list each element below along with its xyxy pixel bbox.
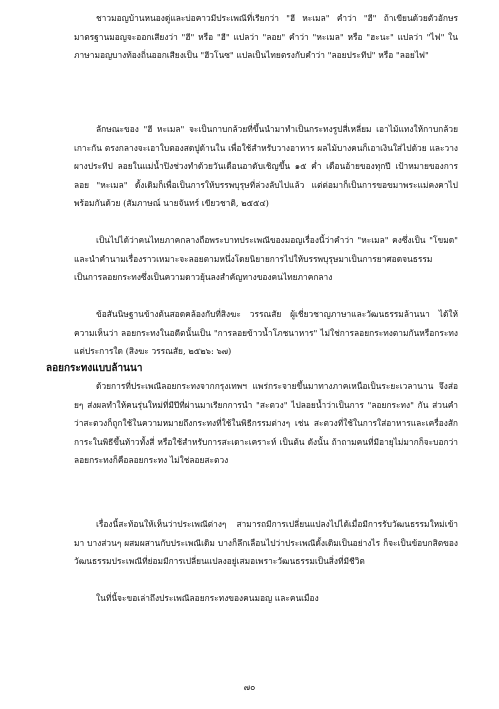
paragraph-closing: ในที่นี้จะขอเล่าถึงประเพณีลอยกระทงของคนมอญ และคนเมือง bbox=[96, 593, 319, 603]
page-number: ๗๐ bbox=[243, 683, 256, 693]
paragraph-cultural-change: เรื่องนี้สะท้อนให้เห็นว่าประเพณีต่างๆ สามารถมีการเปลี่ยนแปลงไปได้เมื่อมีการรับวัฒนธรรมใหม่เข้ามา บางส่วนๆ ผสมผสานกับประเพณีเดิม บางก็ลึกเลือนไปว่าประเพณีดั้งเดิมเป็นอย่างไร ก็จะเป็นข้อบกสิตของวัฒนธรรมประเพณีที่ย่อมมีการเปลี่ยนแปลงอยู่เสมอเพราะวัฒนธรรมเป็นสิ่งที่มีชีวิต bbox=[74, 519, 458, 567]
paragraph-expert-opinion: ข้อสันนิษฐานข้างต้นสอดคล้องกับที่สิงฆะ วรรณสัย ผู้เชี่ยวชาญภาษาและวัฒนธรรมล้านนา ได้ให้ความเห็นว่า ลอยกระทงในอดีตนั้นเป็น "การลอยข้าวน้ำโภชนาหาร" ไม่ใช่การลอยกระทงตามกันหรือกระทงแต่ประการใด (สิงฆะ วรรณสัย, ๒๕๒๖: ๖๗) bbox=[74, 309, 458, 357]
paragraph-lanna-krathong: ด้วยการที่ประเพณีลอยกระทงจากกรุงเทพฯ แพร่กระจายขึ้นมาทางภาคเหนือเป็นระยะเวลานาน จึงส่อยๆ ส่งผลทำให้คนรุ่นใหม่ที่มีปีที่ผ่านมาเรียกการนำ "สะตวง" ไปลอยน้ำว่าเป็นการ "ลอยกระทง" กัน ส่วนคำว่าสะตวงก็ถูกใช้ในความหมายถึงกระทงที่ใช้ในพิธีกรรมต่างๆ เช่น สะตวงที่ใช้ในการใส่อาหารและเครื่องสักการะในพิธีขึ้นท้าวทั้งสี่ หรือใช้สำหรับการสะเดาะเคราะห์ เป็นต้น ดังนั้น ถ้าถามคนที่มีอายุไม่มากก็จะบอกว่าลอยกระทงก็คือลอยกระทง ไม่ใช่ลอยสะตวง bbox=[74, 381, 458, 466]
paragraph-central-thai-origin: เป็นไปได้ว่าคนไทยภาคกลางถือพระบาทประเพณีของมอญเรื่องนี้ว่าคำว่า "หะเมล" คงซึ่งเป็น "โขมด" และนำคำนามเรื่องราวเหมาะจะลอยตามหนึ่งโดยนิยายการไปให้บรรพบุรุษมาเป็นการยาศอดจนธรรมเป็นการลอยกระทงซึ่งเป็นความดาวยุ้นลงสำคัญทางของคนไทยภาคกลาง bbox=[74, 235, 458, 283]
paragraph-krathong-description: ลักษณะของ "ฮี หะเมล" จะเป็นกาบกล้วยที่ขึ้นนำมาทำเป็นกระทงรูปสี่เหลี่ยม เอาไม้แทงให้กาบกล้วยเกาะกัน ตรงกลางจะเอาใบตองสดปูด้านใน เพื่อใช้สำหรับวางอาหาร ผลไม้บางคนก็เอาเงินใส่ไปด้วย และวางผางประทีป ลอยในแม่น้ำปิงช่วงทำด้วยวันเดือนอาดับเชิญขึ้น ๑๕ ค่ำ เดือนอ้ายของทุกปี เป้าหมายของการลอย "หะเมล" ดั้งเดิมก็เพื่อเป็นการให้บรรพบุรุษที่ล่วงลับไปแล้ว แต่ต่อมาก็เป็นการขอขมาพระแม่คงคาไปพร้อมกันด้วย (สัมภาษณ์ นายจันทร์ เขียวชาติ, ๒๕๕๔) bbox=[74, 124, 458, 209]
paragraph-mon-tradition: ชาวมอญบ้านหนองดู่และบ่อคาวมีประเพณีที่เรียกว่า "ฮี หะเมล" คำว่า "ฮี" ถ้าเขียนด้วยตัวอักษรมาตรฐานมอญจะออกเสียงว่า "ฮี" หรือ "ฮี" แปลว่า "ลอย" คำว่า "หะเมล" หรือ "ฮะนะ" แปลว่า "ไฟ" ในภาษามอญบางท้องถิ่นออกเสียงเป็น "ฮีวโนซ" แปลเป็นไทยตรงกับคำว่า "ลอยประทีป" หรือ "ลอยไฟ" bbox=[74, 13, 458, 61]
section-heading: ลอยกระทงแบบล้านนา bbox=[46, 363, 143, 374]
